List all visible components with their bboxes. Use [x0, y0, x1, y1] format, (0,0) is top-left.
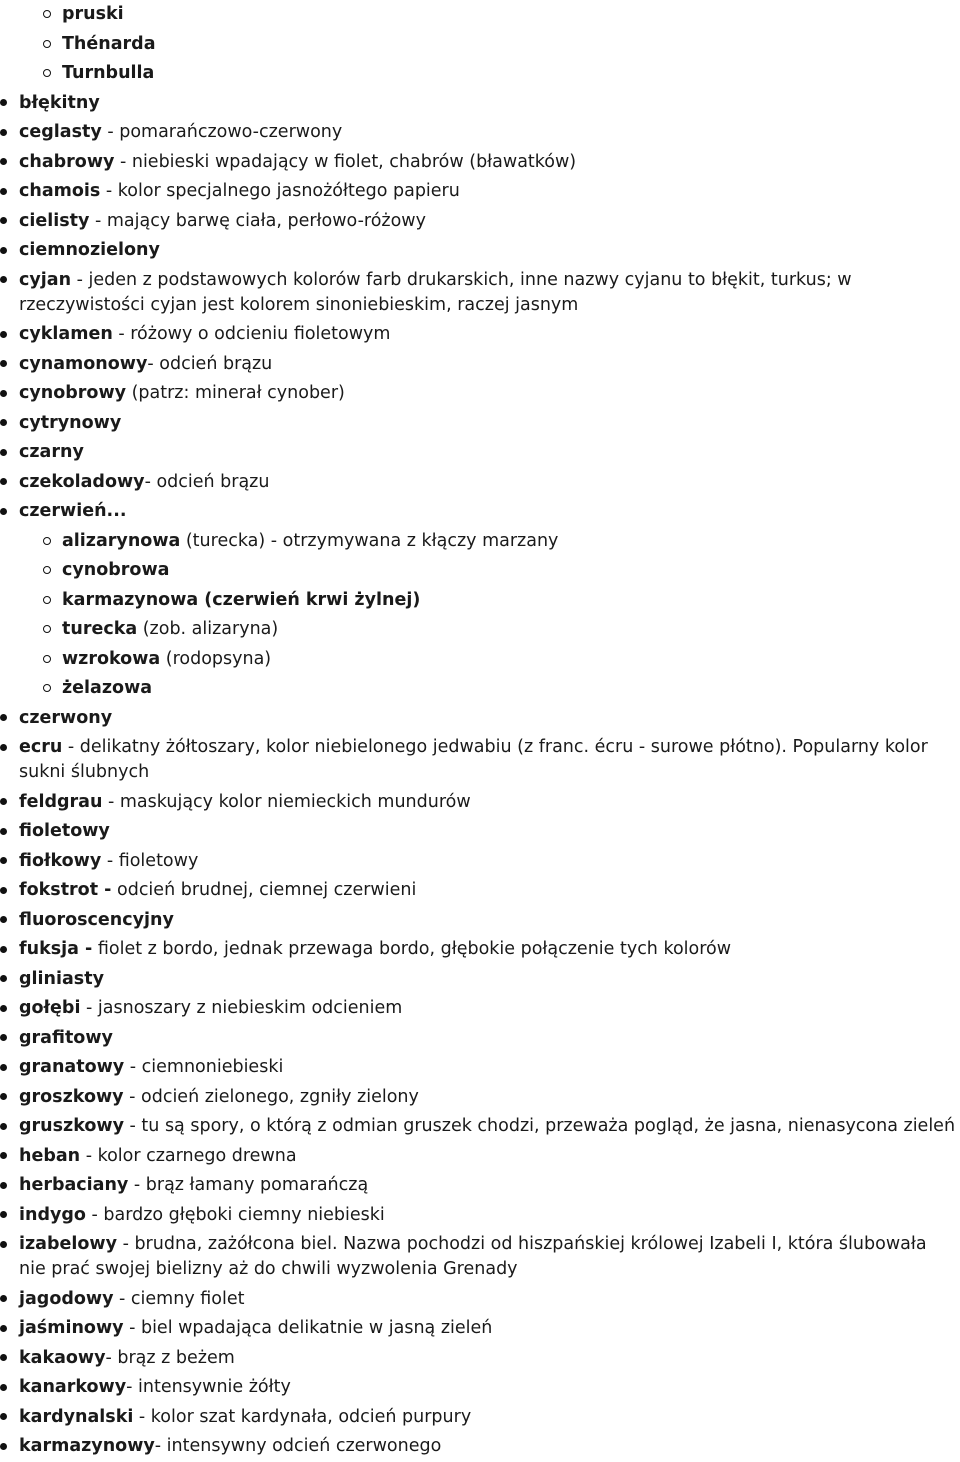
item-description: (turecka) - otrzymywana z kłączy marzany: [180, 530, 559, 551]
list-item: [0, 89, 960, 119]
circle-bullet-icon: [43, 684, 51, 692]
disc-bullet-icon: [0, 331, 7, 338]
item-term: gliniasty: [19, 968, 104, 989]
item-description: - intensywny odcień czerwonego: [154, 1436, 442, 1456]
disc-bullet-icon: [0, 158, 7, 165]
item-term: fluoroscencyjny: [19, 909, 174, 930]
item-description: - ciemnoniebieski: [124, 1057, 284, 1077]
item-term: granatowy: [19, 1057, 125, 1077]
item-term: żelazowa: [62, 678, 153, 698]
sub-list-item: [0, 556, 960, 586]
item-description: - kolor specjalnego jasnożółtego papieru: [100, 181, 460, 201]
sub-list-item: [0, 30, 960, 60]
item-term: czekoladowy: [19, 471, 145, 492]
disc-bullet-icon: [0, 1152, 7, 1159]
item-term: chabrowy: [19, 151, 115, 172]
item-description: - brąz łamany pomarańczą: [128, 1175, 369, 1195]
item-description: - kolor czarnego drewna: [80, 1145, 297, 1166]
item-description: - bardzo głęboki ciemny niebieski: [85, 1204, 385, 1225]
item-term: cynamonowy: [19, 353, 148, 374]
circle-bullet-icon: [43, 655, 51, 663]
disc-bullet-icon: [0, 449, 7, 456]
item-description: - ciemny fiolet: [113, 1288, 245, 1309]
item-description: - maskujący kolor niemieckich mundurów: [102, 791, 471, 812]
disc-bullet-icon: [0, 857, 7, 864]
list-item: [0, 118, 960, 148]
item-term: cynobrowa: [62, 560, 170, 580]
item-term: fuksja -: [19, 939, 93, 959]
circle-bullet-icon: [43, 537, 51, 545]
list-item: [0, 704, 960, 734]
disc-bullet-icon: [0, 887, 7, 894]
item-term: cyklamen: [19, 324, 113, 344]
item-term: turecka: [62, 619, 138, 639]
item-term: indygo: [19, 1204, 86, 1225]
sub-list-item: [0, 586, 960, 616]
circle-bullet-icon: [43, 40, 51, 48]
sub-list-item: [0, 0, 960, 30]
item-term: czerwień...: [19, 501, 127, 521]
item-term: karmazynowa (czerwień krwi żylnej): [62, 589, 421, 610]
list-item: [0, 817, 960, 847]
list-item: [0, 994, 960, 1024]
item-description: - intensywnie żółty: [126, 1377, 291, 1397]
item-description: - odcień brązu: [147, 353, 273, 374]
item-term: kardynalski: [19, 1406, 134, 1427]
item-term: jaśminowy: [19, 1318, 124, 1338]
list-item: [0, 207, 960, 237]
list-item: [0, 497, 960, 527]
list-item: [0, 1314, 960, 1344]
list-item: [0, 177, 960, 207]
disc-bullet-icon: [0, 99, 7, 106]
item-term: alizarynowa: [62, 530, 181, 551]
item-term: cyjan: [19, 269, 72, 290]
item-term: heban: [19, 1145, 81, 1166]
item-description: - biel wpadająca delikatnie w jasną zieleń: [123, 1318, 493, 1338]
disc-bullet-icon: [0, 798, 7, 805]
item-term: jagodowy: [19, 1288, 114, 1309]
list-item: [0, 1230, 960, 1285]
disc-bullet-icon: [0, 828, 7, 835]
list-item: [0, 1285, 960, 1315]
item-term: fokstrot -: [19, 880, 112, 900]
list-item: [0, 350, 960, 380]
item-term: wzrokowa: [62, 648, 161, 669]
disc-bullet-icon: [0, 247, 7, 254]
disc-bullet-icon: [0, 1211, 7, 1218]
list-item: [0, 876, 960, 906]
disc-bullet-icon: [0, 390, 7, 397]
item-term: Thénarda: [62, 33, 156, 54]
disc-bullet-icon: [0, 1443, 7, 1450]
item-description: - brudna, zażółcona biel. Nazwa pochodzi od hiszpańskiej królowej Izabeli I, która ślubowała nie prać swojej bielizny aż do chwili wyzwolenia Grenady: [19, 1234, 927, 1279]
item-description: - niebieski wpadający w fiolet, chabrów (bławatków): [114, 151, 577, 172]
circle-bullet-icon: [43, 625, 51, 633]
list-item: [0, 1112, 960, 1142]
item-term: cynobrowy: [19, 383, 127, 403]
item-term: czerwony: [19, 707, 113, 728]
item-description: (rodopsyna): [160, 648, 272, 669]
circle-bullet-icon: [43, 596, 51, 604]
disc-bullet-icon: [0, 217, 7, 224]
list-item: [0, 935, 960, 965]
disc-bullet-icon: [0, 188, 7, 195]
item-term: Turnbulla: [62, 63, 155, 83]
circle-bullet-icon: [43, 69, 51, 77]
item-term: feldgrau: [19, 791, 103, 812]
disc-bullet-icon: [0, 1182, 7, 1189]
list-item: [0, 1201, 960, 1231]
disc-bullet-icon: [0, 1295, 7, 1302]
item-term: izabelowy: [19, 1234, 117, 1254]
disc-bullet-icon: [0, 1093, 7, 1100]
list-item: [0, 468, 960, 498]
item-term: fiołkowy: [19, 850, 102, 871]
list-item: [0, 847, 960, 877]
item-description: - delikatny żółtoszary, kolor niebielonego jedwabiu (z franc. écru - surowe płótno). Popularny kolor sukni ślubnych: [19, 737, 928, 782]
item-term: pruski: [62, 4, 124, 24]
disc-bullet-icon: [0, 714, 7, 721]
disc-bullet-icon: [0, 1325, 7, 1332]
item-term: błękitny: [19, 92, 100, 113]
item-term: grafitowy: [19, 1027, 113, 1048]
disc-bullet-icon: [0, 1123, 7, 1130]
item-description: - fioletowy: [101, 850, 199, 871]
list-item: [0, 320, 960, 350]
item-description: - kolor szat kardynała, odcień purpury: [133, 1406, 472, 1427]
list-item: [0, 1024, 960, 1054]
item-description: - mający barwę ciała, perłowo-różowy: [89, 210, 426, 231]
item-term: groszkowy: [19, 1086, 124, 1107]
sub-list-item: [0, 645, 960, 675]
item-term: ceglasty: [19, 122, 102, 142]
item-term: ciemnozielony: [19, 240, 160, 260]
item-term: cytrynowy: [19, 412, 122, 433]
item-description: odcień brudnej, ciemnej czerwieni: [111, 880, 417, 900]
item-description: fiolet z bordo, jednak przewaga bordo, głębokie połączenie tych kolorów: [92, 939, 732, 959]
list-item: [0, 148, 960, 178]
item-description: (zob. alizaryna): [137, 619, 279, 639]
disc-bullet-icon: [0, 478, 7, 485]
list-item: [0, 1171, 960, 1201]
sub-list-item: [0, 59, 960, 89]
disc-bullet-icon: [0, 1413, 7, 1420]
item-term: kanarkowy: [19, 1377, 127, 1397]
sub-list-item: [0, 615, 960, 645]
list-item: [0, 1373, 960, 1403]
item-term: herbaciany: [19, 1175, 129, 1195]
item-description: - tu są spory, o którą z odmian gruszek chodzi, przeważa pogląd, że jasna, nienasycona zieleń: [123, 1116, 956, 1136]
disc-bullet-icon: [0, 916, 7, 923]
disc-bullet-icon: [0, 1064, 7, 1071]
item-description: - brąz z beżem: [105, 1347, 235, 1368]
list-item: [0, 1403, 960, 1433]
item-term: gruszkowy: [19, 1116, 124, 1136]
item-description: - jasnoszary z niebieskim odcieniem: [80, 998, 403, 1018]
disc-bullet-icon: [0, 1005, 7, 1012]
circle-bullet-icon: [43, 10, 51, 18]
item-term: gołębi: [19, 998, 81, 1018]
disc-bullet-icon: [0, 975, 7, 982]
sub-list-item: [0, 674, 960, 704]
disc-bullet-icon: [0, 1384, 7, 1391]
item-term: kakaowy: [19, 1347, 106, 1368]
item-description: (patrz: minerał cynober): [126, 383, 345, 403]
list-item: [0, 236, 960, 266]
disc-bullet-icon: [0, 508, 7, 515]
item-description: - odcień zielonego, zgniły zielony: [123, 1086, 419, 1107]
disc-bullet-icon: [0, 129, 7, 136]
disc-bullet-icon: [0, 360, 7, 367]
list-item: [0, 1142, 960, 1172]
list-item: [0, 266, 960, 321]
item-term: chamois: [19, 181, 101, 201]
list-item: [0, 1344, 960, 1374]
item-term: karmazynowy: [19, 1436, 155, 1456]
item-term: fioletowy: [19, 821, 110, 841]
item-description: - różowy o odcieniu fioletowym: [112, 324, 391, 344]
item-description: - odcień brązu: [144, 471, 270, 492]
disc-bullet-icon: [0, 1034, 7, 1041]
list-item: [0, 1083, 960, 1113]
list-item: [0, 379, 960, 409]
disc-bullet-icon: [0, 1241, 7, 1248]
sub-list-item: [0, 527, 960, 557]
list-item: [0, 788, 960, 818]
circle-bullet-icon: [43, 566, 51, 574]
disc-bullet-icon: [0, 744, 7, 751]
item-description: - jeden z podstawowych kolorów farb drukarskich, inne nazwy cyjanu to błękit, turkus; w rzeczywistości cyjan jest kolorem sinoniebieskim, raczej jasnym: [19, 269, 852, 315]
disc-bullet-icon: [0, 946, 7, 953]
list-item: [0, 1432, 960, 1462]
list-item: [0, 733, 960, 788]
item-description: - pomarańczowo-czerwony: [101, 122, 343, 142]
list-item: [0, 965, 960, 995]
list-item: [0, 438, 960, 468]
disc-bullet-icon: [0, 276, 7, 283]
item-term: czarny: [19, 442, 84, 462]
list-item: [0, 906, 960, 936]
disc-bullet-icon: [0, 419, 7, 426]
item-term: ecru: [19, 737, 63, 757]
list-item: [0, 1053, 960, 1083]
list-item: [0, 409, 960, 439]
item-term: cielisty: [19, 210, 90, 231]
disc-bullet-icon: [0, 1354, 7, 1361]
